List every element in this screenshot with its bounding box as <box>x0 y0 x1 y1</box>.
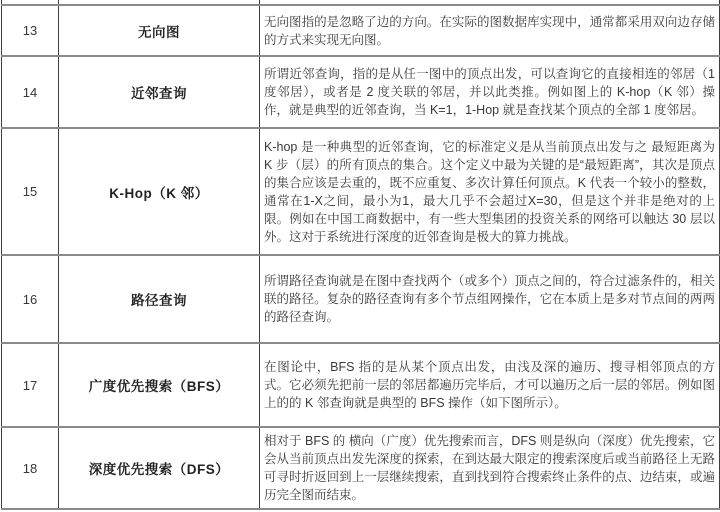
table-row <box>2 255 720 343</box>
row-number: 18 <box>2 427 59 509</box>
term-cell: 近邻查询 <box>59 56 260 128</box>
row-number: 16 <box>2 255 59 343</box>
description-cell: 无向图指的是忽略了边的方向。在实际的图数据库实现中，通常都采用双向边存储的方式来实现无向图。 <box>260 5 720 56</box>
row-number: 13 <box>2 5 59 56</box>
description-cell: 相对于 BFS 的 横向（广度）优先搜索而言，DFS 则是纵向（深度）优先搜索，它会从当前顶点出发先深度的探索，在到达最大限定的搜索深度后或当前路径上无路可寻时折返回到上一层继续搜索，直到找到符合搜索终止条件的点、边结束，或遍历完全图而结束。 <box>260 427 720 509</box>
description-cell: 在图论中，BFS 指的是从某个顶点出发，由浅及深的遍历、搜寻相邻顶点的方式。它必须先把前一层的邻居都遍历完毕后，才可以遍历之后一层的邻居。例如图上的的 K 邻查询就是典型的 BFS 操作（如下图所示）。 <box>260 343 720 427</box>
table-row <box>2 343 720 427</box>
row-number: 15 <box>2 128 59 255</box>
description-cell: K-hop 是一种典型的近邻查询，它的标准定义是从当前顶点出发与之 最短距离为 K 步（层）的所有顶点的集合。这个定义中最为关键的是“最短距离”，其次是顶点的集合应该是去重的，既不应重复、多次计算任何顶点。K 代表一个较小的整数，通常在1-X之间，最小为1，最大几乎不会超过X=30，但是这个并非是绝对的上限。例如在中国工商数据中，有一些大型集团的投资关系的网络可以触达 30 层以外。这对于系统进行深度的近邻查询是极大的算力挑战。 <box>260 128 720 255</box>
row-number: 14 <box>2 56 59 128</box>
description-cell: 所谓路径查询就是在图中查找两个（或多个）顶点之间的，符合过滤条件的，相关联的路径。复杂的路径查询有多个节点组网操作，它在本质上是多对节点间的两两的路径查询。 <box>260 255 720 343</box>
glossary-table <box>1 0 720 510</box>
table-row <box>2 128 720 255</box>
table-row <box>2 56 720 128</box>
term-cell: 深度优先搜索（DFS） <box>59 427 260 509</box>
term-cell: K-Hop（K 邻） <box>59 128 260 255</box>
description-cell: 所谓近邻查询，指的是从任一图中的顶点出发，可以查询它的直接相连的邻居（1度邻居），或者是 2 度关联的邻居，并以此类推。例如图上的 K-hop（K 邻）操作，就是典型的近邻查询，当 K=1，1-Hop 就是查找某个顶点的全部 1 度邻居。 <box>260 56 720 128</box>
table-row <box>2 5 720 56</box>
row-number: 17 <box>2 343 59 427</box>
term-cell: 广度优先搜索（BFS） <box>59 343 260 427</box>
term-cell: 路径查询 <box>59 255 260 343</box>
term-cell: 无向图 <box>59 5 260 56</box>
table-row <box>2 427 720 509</box>
